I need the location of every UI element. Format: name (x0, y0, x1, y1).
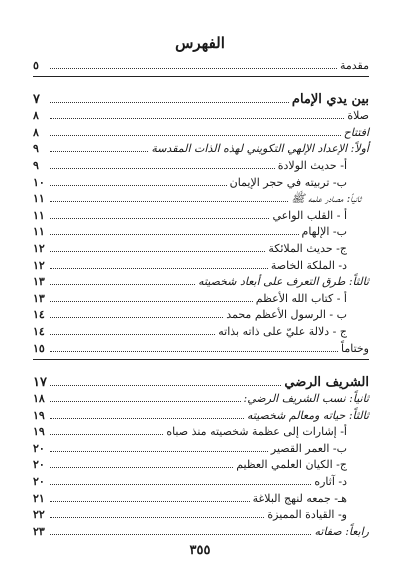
toc-entry-page: ١٧ (33, 374, 47, 390)
toc-entry[interactable] (33, 505, 369, 522)
toc-entry-page: ٢٠ (33, 475, 45, 489)
dot-leader (50, 434, 163, 435)
toc-entry-title: أولاً: الإعداد الإلهي التكويني لهذه الذات المقدسة (151, 142, 369, 156)
toc-entry-page: ١٩ (33, 425, 45, 439)
dot-leader (50, 418, 244, 419)
toc-entry-page: ٢١ (33, 491, 45, 505)
toc-entry-title: هـ- جمعه لنهج البلاغة (252, 491, 347, 505)
toc-entry[interactable] (33, 272, 369, 289)
dot-leader (50, 201, 288, 202)
toc-entry-page: ٢٠ (33, 441, 45, 455)
toc-entry[interactable] (33, 488, 369, 505)
toc-entry-title: د- آثاره (314, 475, 347, 489)
toc-entry-title: رابعاً: صفاته (314, 524, 369, 538)
toc-entry-page: ١٥ (33, 341, 45, 355)
toc-entry[interactable] (33, 155, 369, 172)
toc-entry-title: ج - دلالة عليّ على ذاته بذاته (218, 324, 347, 338)
toc-entry-page: ١١ (33, 208, 45, 222)
toc-entry-title: صلاة (347, 109, 369, 123)
toc-entry-title: أ- حديث الولادة (277, 158, 347, 172)
toc-entry[interactable] (33, 172, 369, 189)
dot-leader (50, 301, 253, 302)
toc-entry-page: ٩ (33, 158, 39, 172)
dot-leader (50, 484, 311, 485)
toc-entry[interactable] (33, 255, 369, 272)
dot-leader (50, 284, 195, 285)
dot-leader (50, 185, 227, 186)
toc-entry-page: ٩ (33, 142, 39, 156)
dot-leader (50, 135, 341, 136)
toc-entry-title: ب- العمر القصير (270, 441, 347, 455)
toc-entry-title: أ - القلب الواعي (272, 208, 347, 222)
toc-entry-page: ١٨ (33, 392, 45, 406)
dot-leader (50, 151, 148, 152)
toc-entry-title: أ - كتاب الله الأعظم (255, 291, 347, 305)
toc-entry[interactable] (33, 422, 369, 439)
toc-entry[interactable] (33, 106, 369, 123)
toc-entry[interactable] (33, 55, 369, 72)
dot-leader (50, 451, 268, 452)
toc-entry-title: أ- إشارات إلى عظمة شخصيته منذ صباه (166, 425, 347, 439)
dot-leader (50, 517, 264, 518)
toc-entry[interactable] (33, 238, 369, 255)
toc-entry-title: ثانياً: نسب الشريف الرضي: (243, 392, 369, 406)
page-title: الفهرس (175, 34, 225, 52)
toc-entry[interactable] (33, 288, 369, 305)
toc-entry-page: ٥ (33, 58, 39, 72)
toc-entry-page: ١٤ (33, 308, 45, 322)
toc-entry-title: ثالثاً: حياته ومعالم شخصيته (247, 408, 369, 422)
dot-leader (50, 401, 241, 402)
toc-chapter-entry[interactable] (33, 82, 369, 106)
toc-entry[interactable] (33, 521, 369, 538)
toc-chapter-entry[interactable] (33, 365, 369, 389)
toc-entry-page: ١١ (33, 225, 45, 239)
dot-leader (50, 534, 311, 535)
dot-leader (50, 268, 268, 269)
toc-entry-page: ٧ (33, 91, 40, 107)
toc-entry-page: ١٤ (33, 324, 45, 338)
toc-entry-page: ١٣ (33, 275, 45, 289)
toc-entry-title: ثالثاً: طرق التعرف على أبعاد شخصيته (198, 275, 369, 289)
dot-leader (50, 501, 250, 502)
toc-entry[interactable] (33, 455, 369, 472)
toc-entry[interactable] (33, 405, 369, 422)
toc-entry-page: ١٣ (33, 291, 45, 305)
toc-entry[interactable] (33, 222, 369, 239)
dot-leader (50, 118, 344, 119)
toc-entry-title: افتتاح (343, 125, 369, 139)
toc-entry-title: و- القيادة المميزة (267, 508, 347, 522)
toc-entry[interactable] (33, 122, 369, 139)
toc-entry[interactable] (33, 471, 369, 488)
dot-leader (50, 251, 265, 252)
toc-entry-title: ثانياً: مصادر علمه ﷺ (291, 192, 361, 206)
toc-entry-title: وختاماً (340, 341, 369, 355)
toc-entry[interactable] (33, 305, 369, 322)
toc-entry-title: ب- تربيته في حجر الإيمان (229, 175, 347, 189)
toc-entry-title: ب - الرسول الأعظم محمد (226, 308, 347, 322)
toc-entry-page: ١٠ (33, 175, 45, 189)
dot-leader (50, 334, 215, 335)
dot-leader (50, 168, 275, 169)
toc-entry[interactable] (33, 438, 369, 455)
toc-entry-page: ١٢ (33, 258, 45, 272)
dot-leader (50, 385, 281, 386)
toc-entry-page: ١٢ (33, 241, 45, 255)
toc-entry[interactable] (33, 389, 369, 406)
toc-entry-title: بين يدي الإمام (291, 91, 369, 107)
table-of-contents (33, 55, 369, 538)
toc-entry-title: الشريف الرضي (284, 374, 369, 390)
section-divider (33, 76, 369, 77)
toc-entry-title: مقدمة (339, 58, 369, 72)
dot-leader (50, 218, 269, 219)
toc-entry-page: ٢٣ (33, 524, 45, 538)
dot-leader (50, 317, 223, 318)
dot-leader (50, 102, 289, 103)
toc-entry-title: ب- الإلهام (301, 225, 347, 239)
toc-entry[interactable] (33, 139, 369, 156)
toc-entry[interactable] (33, 205, 369, 222)
toc-entry-title: د- الملكة الخاصة (270, 258, 347, 272)
toc-entry[interactable] (33, 189, 369, 206)
section-divider (33, 359, 369, 360)
toc-entry-title: ج- حديث الملائكة (268, 241, 347, 255)
toc-entry[interactable] (33, 321, 369, 338)
toc-entry-page: ١١ (33, 192, 45, 206)
toc-entry[interactable] (33, 338, 369, 355)
dot-leader (50, 234, 299, 235)
dot-leader (50, 351, 338, 352)
toc-entry-page: ٢٠ (33, 458, 45, 472)
toc-entry-page: ١٩ (33, 408, 45, 422)
toc-entry-page: ٨ (33, 109, 39, 123)
toc-entry-page: ٨ (33, 125, 39, 139)
dot-leader (50, 68, 337, 69)
toc-entry-page: ٢٢ (33, 508, 45, 522)
dot-leader (50, 467, 233, 468)
toc-entry-title: ج- الكيان العلمي العظيم (236, 458, 347, 472)
page-number: ٣٥٥ (189, 543, 211, 558)
